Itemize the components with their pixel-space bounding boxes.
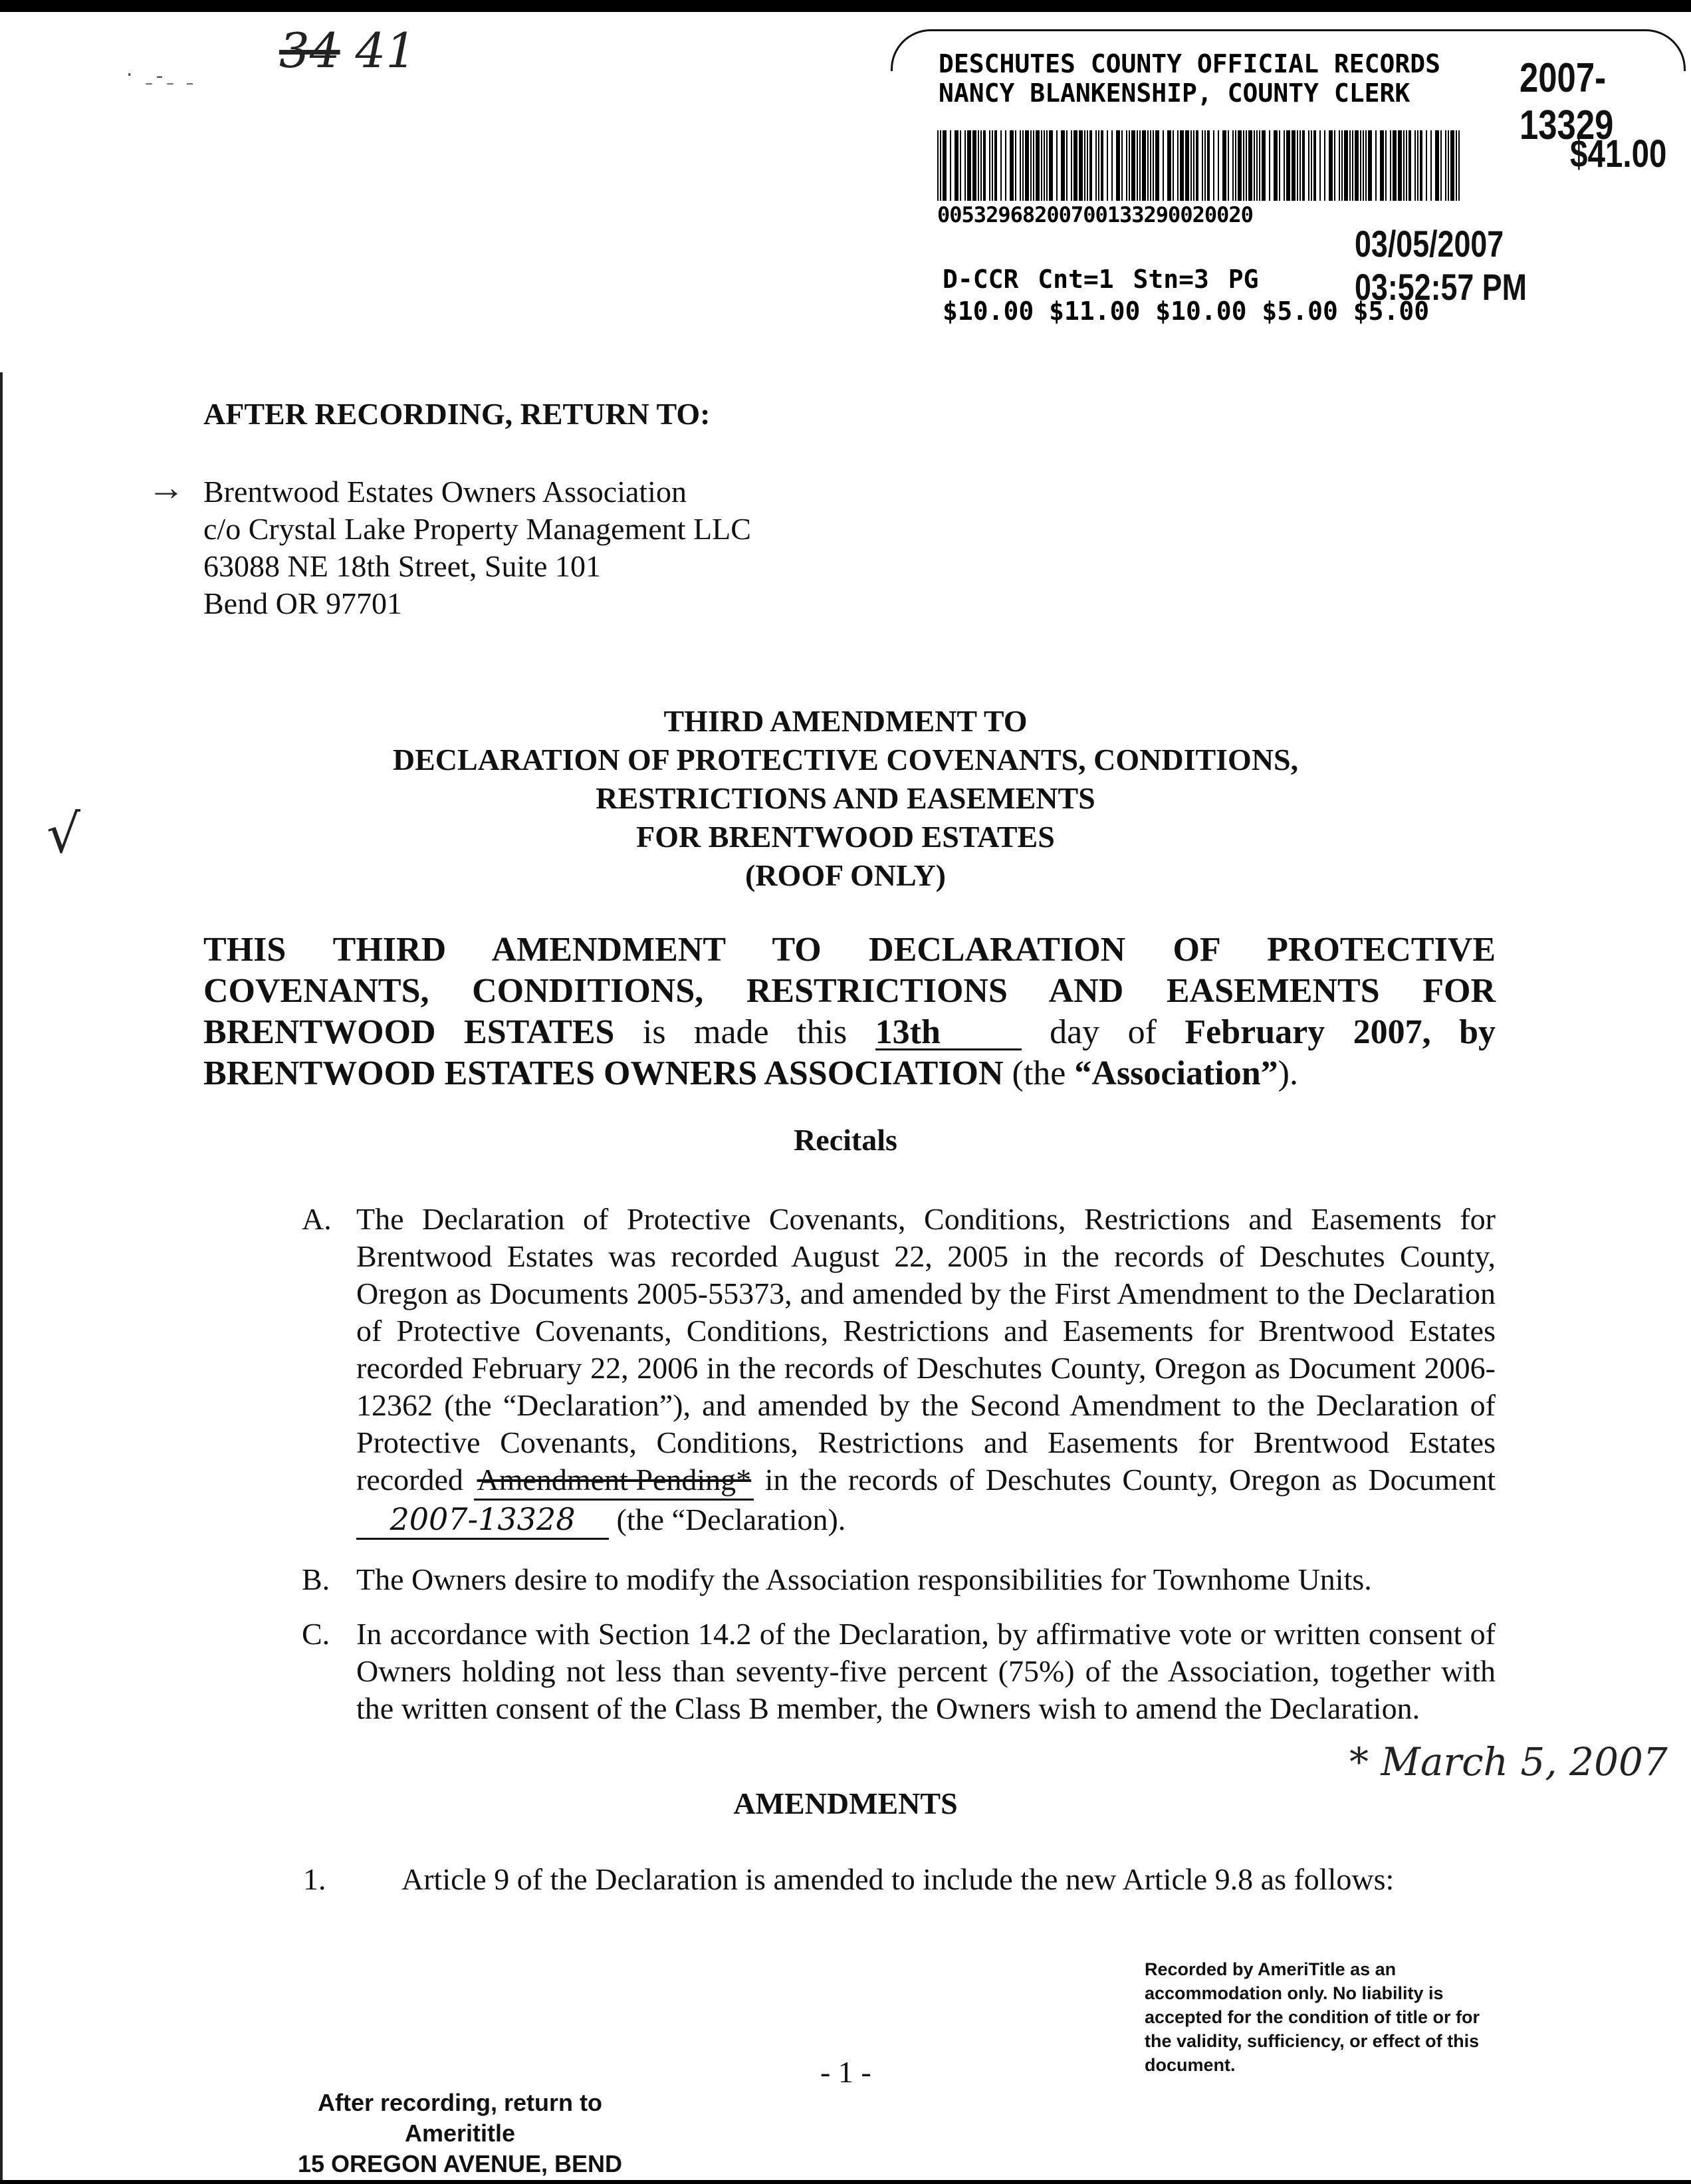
recital-a — [303, 1201, 1496, 1540]
return-address-line: Bend OR 97701 — [203, 586, 402, 620]
barcode-bar — [960, 130, 961, 201]
barcode-bar — [964, 130, 966, 201]
intro-text: ). — [1278, 1054, 1298, 1092]
bottom-return-line: After recording, return to — [317, 2089, 603, 2116]
barcode-bar — [1398, 130, 1402, 201]
barcode-bar — [1207, 130, 1210, 201]
barcode-bar — [1248, 130, 1252, 201]
barcode-bar — [1445, 130, 1446, 201]
stamp-county: DESCHUTES COUNTY OFFICIAL RECORDS — [939, 49, 1440, 78]
recital-label: C. — [302, 1617, 330, 1651]
barcode-bar — [1329, 130, 1333, 201]
barcode-bar — [1246, 130, 1247, 201]
barcode-bar — [1107, 130, 1108, 201]
barcode-bar — [1403, 130, 1405, 201]
barcode-bar — [1414, 130, 1416, 201]
stamp-datetime: 03/05/2007 03:52:57 PM — [1355, 223, 1527, 308]
barcode-bar — [950, 130, 951, 201]
recital-c — [303, 1616, 1496, 1727]
barcode-bar — [1360, 130, 1361, 201]
barcode-number: 00532968200700133290020020 — [937, 202, 1253, 227]
handwritten-arrow-icon: → — [148, 467, 185, 509]
title-company-disclaimer: Recorded by AmeriTitle as an accommodation only. No liability is accepted for the condition of title or for the validity, sufficiency, or effect of this document. — [1145, 1959, 1480, 2075]
barcode-bar — [1292, 130, 1296, 201]
barcode-bar — [992, 130, 993, 201]
barcode-bar — [1056, 130, 1058, 201]
barcode-bar — [1262, 130, 1266, 201]
page-number: - 1 - — [820, 2055, 871, 2089]
barcode-bar — [1142, 130, 1146, 201]
barcode-bar — [1269, 130, 1270, 201]
recital-text-part: The Declaration of Protective Covenants, Conditions, Restrictions and Easements for Brentwood Estates was recorded August 22, 2005 in the records of Deschutes County, Oregon as Documents 2005-55373, and amended by the First Amendment to the Declaration of Protective Covenants, Conditions, Restrictions and Easements for Brentwood Estates recorded February 22, 2006 in the records of Deschutes County, Oregon as Document 2006-12362 (the “Declaration”), and amended by the Second Amendment to the Declaration of Protective Covenants, Conditions, Restrictions and Easements for Brentwood Estates recorded — [356, 1202, 1496, 1497]
intro-paragraph — [203, 929, 1496, 1094]
barcode-bar — [943, 130, 947, 201]
barcode-bar — [1355, 130, 1359, 201]
barcode-bar — [1420, 130, 1422, 201]
barcode-bar — [1020, 130, 1021, 201]
barcode-bar — [1033, 130, 1034, 201]
recitals-heading: Recitals — [794, 1123, 897, 1157]
struck-amendment-pending — [474, 1461, 754, 1501]
barcode-bar — [1167, 130, 1171, 201]
bottom-return-note — [261, 2088, 659, 2179]
return-address — [203, 473, 751, 622]
barcode-bar — [1284, 130, 1285, 201]
barcode-bar — [1440, 130, 1442, 201]
amendments-heading: AMENDMENTS — [733, 1786, 958, 1820]
barcode-bar — [1344, 130, 1348, 201]
intro-text: day of — [1021, 1013, 1185, 1051]
barcode-bar — [1129, 130, 1130, 201]
bottom-return-line: 15 OREGON AVENUE, BEND — [297, 2150, 623, 2177]
barcode-bar — [1111, 130, 1113, 201]
barcode-bar — [1073, 130, 1077, 201]
recital-b — [303, 1561, 1496, 1598]
barcode-bar — [1297, 130, 1298, 201]
barcode-bar — [1232, 130, 1234, 201]
barcode-bar — [937, 130, 939, 201]
barcode-bar — [1131, 130, 1135, 201]
barcode-bar — [1319, 130, 1321, 201]
barcode-bar — [1137, 130, 1138, 201]
barcode-bar — [1375, 130, 1377, 201]
recital-text: In accordance with Section 14.2 of the Declaration, by affirmative vote or written consent of Owners holding not less than seventy-five percent (75%) of the Association, together with the written consent of the Class B member, the Owners wish to amend the Declaration. — [356, 1617, 1496, 1725]
barcode-bar — [1147, 130, 1149, 201]
barcode-bar — [972, 130, 976, 201]
barcode-bar — [1393, 130, 1397, 201]
barcode-bar — [1365, 130, 1367, 201]
barcode-bar — [1341, 130, 1343, 201]
barcode-bar — [1163, 130, 1164, 201]
barcode-bar — [1202, 130, 1203, 201]
barcode-bar — [1313, 130, 1316, 201]
barcode-bar — [1334, 130, 1335, 201]
barcode-bar — [1235, 130, 1236, 201]
barcode-bar — [1368, 130, 1372, 201]
amendment-text: Article 9 of the Declaration is amended to include the new Article 9.8 as follows: — [401, 1862, 1395, 1896]
stamp-document-number: 2007-13329 — [1520, 55, 1614, 148]
barcode-bar — [1299, 130, 1301, 201]
return-address-line: c/o Crystal Lake Property Management LLC — [203, 512, 751, 546]
recital-text: The Owners desire to modify the Association responsibilities for Townhome Units. — [356, 1562, 1372, 1596]
scan-top-border — [0, 0, 1691, 12]
barcode-bar — [1390, 130, 1391, 201]
barcode-bar — [1450, 130, 1454, 201]
intro-text: (the — [1003, 1054, 1075, 1092]
barcode-bar — [940, 130, 941, 201]
intro-bold-association: “Association” — [1074, 1054, 1278, 1092]
struck-text: Amendment Pending — [477, 1463, 736, 1497]
barcode-bar — [1173, 130, 1174, 201]
barcode — [937, 130, 1462, 201]
barcode-bar — [1222, 130, 1226, 201]
barcode-bar — [1302, 130, 1305, 201]
intro-bold-date: February 2007, by BRENTWOOD ESTATES OWNERS ASSOCIATION — [203, 1013, 1496, 1092]
stamp-clerk: NANCY BLANKENSHIP, COUNTY CLERK — [939, 78, 1410, 108]
barcode-bar — [1204, 130, 1206, 201]
barcode-bar — [1193, 130, 1194, 201]
recital-text-part: (the “Declaration). — [609, 1503, 846, 1536]
handwritten-march-note: * March 5, 2007 — [1349, 1739, 1668, 1784]
handwritten-check-mark: √ — [47, 803, 80, 865]
barcode-bar — [1238, 130, 1242, 201]
stamp-amounts: $10.00 $11.00 $10.00 $5.00 $5.00 — [943, 297, 1430, 326]
barcode-bar — [1041, 130, 1042, 201]
barcode-bar — [1015, 130, 1016, 201]
barcode-bar — [1228, 130, 1229, 201]
barcode-bar — [955, 130, 958, 201]
amendment-1 — [303, 1862, 1395, 1897]
asterisk: * — [736, 1463, 752, 1497]
title-line: RESTRICTIONS AND EASEMENTS — [596, 781, 1095, 815]
intro-text: is made this — [614, 1013, 875, 1051]
barcode-bar — [1155, 130, 1159, 201]
barcode-bar — [1061, 130, 1065, 201]
barcode-bar — [983, 130, 986, 201]
barcode-bar — [1259, 130, 1260, 201]
barcode-bar — [980, 130, 982, 201]
barcode-bar — [1196, 130, 1198, 201]
day-blank: 13th — [875, 1017, 1022, 1050]
scan-left-edge — [0, 372, 3, 2184]
barcode-bar — [1324, 130, 1325, 201]
barcode-bar — [1185, 130, 1189, 201]
barcode-bar — [1000, 130, 1002, 201]
barcode-bar — [1349, 130, 1351, 201]
barcode-bar — [1084, 130, 1085, 201]
barcode-bar — [967, 130, 971, 201]
barcode-bar — [1098, 130, 1099, 201]
title-line: FOR BRENTWOOD ESTATES — [636, 820, 1055, 854]
barcode-bar — [1308, 130, 1309, 201]
barcode-bar — [1406, 130, 1407, 201]
barcode-bar — [1458, 130, 1460, 201]
barcode-bar — [1044, 130, 1045, 201]
barcode-bar — [1254, 130, 1255, 201]
barcode-bar — [1177, 130, 1179, 201]
return-address-line: Brentwood Estates Owners Association — [203, 475, 687, 509]
stamp-fee: $41.00 — [1570, 132, 1667, 176]
barcode-bar — [1153, 130, 1154, 201]
barcode-bar — [1126, 130, 1127, 201]
barcode-bar — [1150, 130, 1151, 201]
barcode-bar — [1218, 130, 1219, 201]
stamp-codes: D-CCR Cnt=1 Stn=3 PG — [943, 265, 1259, 294]
amendment-number: 1. — [303, 1862, 326, 1896]
barcode-bar — [1448, 130, 1449, 201]
title-line: DECLARATION OF PROTECTIVE COVENANTS, CONDITIONS, — [392, 743, 1299, 777]
scan-specks: ‧ ˍ-ˍ ˍ — [126, 64, 197, 86]
barcode-bar — [1022, 130, 1024, 201]
return-to-heading: AFTER RECORDING, RETURN TO: — [203, 397, 711, 431]
barcode-bar — [1426, 130, 1427, 201]
barcode-bar — [1243, 130, 1244, 201]
barcode-bar — [1380, 130, 1384, 201]
barcode-bar — [989, 130, 990, 201]
title-line: (ROOF ONLY) — [745, 858, 946, 892]
handwritten-document-number: 2007-13328 — [356, 1501, 609, 1540]
barcode-bar — [994, 130, 997, 201]
barcode-bar — [1036, 130, 1040, 201]
barcode-bar — [1180, 130, 1184, 201]
barcode-bar — [1030, 130, 1032, 201]
barcode-bar — [1417, 130, 1418, 201]
scan-bottom-border — [0, 2180, 1691, 2184]
barcode-bar — [1213, 130, 1214, 201]
recital-label: B. — [302, 1562, 330, 1596]
barcode-bar — [1311, 130, 1312, 201]
barcode-bar — [1010, 130, 1014, 201]
barcode-bar — [1087, 130, 1088, 201]
bottom-return-line: Amerititle — [404, 2120, 516, 2147]
barcode-bar — [1025, 130, 1029, 201]
barcode-bar — [1071, 130, 1072, 201]
barcode-bar — [1101, 130, 1103, 201]
intro-bold-title: THIS THIRD AMENDMENT TO DECLARATION OF PROTECTIVE COVENANTS, CONDITIONS, RESTRICTIONS AND EASEMENTS FOR BRENTWOOD ESTATES — [203, 931, 1496, 1051]
barcode-bar — [1385, 130, 1387, 201]
barcode-bar — [1095, 130, 1097, 201]
barcode-bar — [1049, 130, 1053, 201]
barcode-bar — [1363, 130, 1364, 201]
barcode-bar — [1256, 130, 1258, 201]
barcode-bar — [1456, 130, 1457, 201]
barcode-bar — [1286, 130, 1290, 201]
barcode-bar — [1079, 130, 1083, 201]
barcode-bar — [1089, 130, 1092, 201]
return-address-line: 63088 NE 18th Street, Suite 101 — [203, 549, 601, 583]
recital-label: A. — [302, 1202, 332, 1236]
barcode-bar — [1409, 130, 1411, 201]
barcode-bar — [1435, 130, 1439, 201]
barcode-bar — [1116, 130, 1120, 201]
recital-text-part: in the records of Deschutes County, Oregon as Document — [754, 1463, 1496, 1497]
handwritten-page-number: 34 41 — [279, 23, 417, 78]
barcode-bar — [1066, 130, 1068, 201]
barcode-bar — [1139, 130, 1141, 201]
barcode-bar — [1279, 130, 1280, 201]
barcode-bar — [1121, 130, 1123, 201]
recital-text — [356, 1201, 1496, 1540]
barcode-bar — [1190, 130, 1192, 201]
barcode-bar — [1430, 130, 1432, 201]
barcode-bar — [1339, 130, 1340, 201]
barcode-bar — [1352, 130, 1353, 201]
document-title — [199, 702, 1492, 895]
barcode-bar — [1005, 130, 1006, 201]
barcode-bar — [978, 130, 979, 201]
barcode-bar — [1046, 130, 1048, 201]
barcode-bar — [1274, 130, 1278, 201]
title-line: THIRD AMENDMENT TO — [663, 704, 1028, 738]
